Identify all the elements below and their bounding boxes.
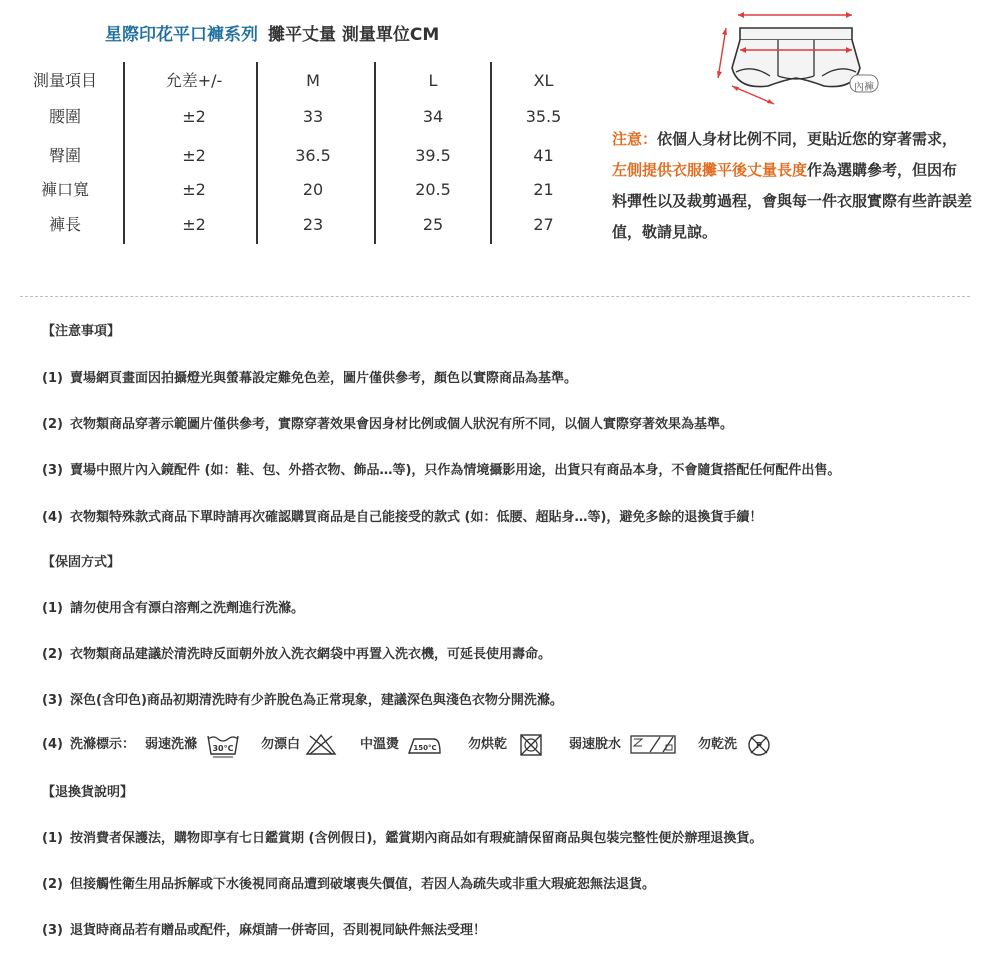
table-cell: ±2 bbox=[182, 180, 206, 199]
list-item bbox=[42, 873, 655, 892]
item-number: (3) bbox=[42, 693, 63, 708]
note-text: 作為選購參考，但因布料彈性以及裁剪過程，會與每一件衣服實際有些許誤差值，敬請見諒。 bbox=[612, 161, 973, 241]
table-header-cell: XL bbox=[533, 71, 554, 90]
table-header-cell: 允差+/- bbox=[165, 71, 223, 90]
wash-symbol-text: 勿烘乾 bbox=[468, 737, 508, 752]
wash-symbol-text: 勿乾洗 bbox=[698, 737, 738, 752]
table-cell: ±2 bbox=[182, 146, 206, 165]
measure-unit-title: 攤平丈量 測量單位CM bbox=[268, 25, 440, 45]
item-number: (2) bbox=[42, 647, 63, 662]
item-number: (4) bbox=[42, 510, 63, 525]
page-title bbox=[105, 20, 439, 45]
wash-label: 洗滌標示： bbox=[70, 737, 136, 752]
table-cell: 20.5 bbox=[415, 180, 451, 199]
list-item bbox=[42, 367, 577, 386]
wash-30-icon bbox=[205, 732, 241, 758]
wash-symbol-text: 勿漂白 bbox=[261, 737, 301, 752]
no-bleach-icon bbox=[304, 732, 338, 756]
wash-symbol-text: 中溫燙 bbox=[360, 737, 400, 752]
table-cell: 27 bbox=[533, 215, 554, 234]
note-highlight: 左側提供衣服攤平後丈量長度 bbox=[612, 161, 808, 179]
wash-symbol-text: 弱速洗滌 bbox=[145, 737, 198, 752]
svg-text:P: P bbox=[756, 741, 762, 750]
table-cell: ±2 bbox=[182, 215, 206, 234]
table-cell: 21 bbox=[533, 180, 554, 199]
item-text: 但接觸性衛生用品拆解或下水後視同商品遭到破壞喪失價值，若因人為疏失或非重大瑕疵恕無法退貨。 bbox=[70, 877, 656, 892]
list-item bbox=[42, 643, 551, 662]
table-cell: 39.5 bbox=[415, 146, 451, 165]
item-number: (1) bbox=[42, 831, 63, 846]
series-title: 星際印花平口褲系列 bbox=[105, 25, 258, 45]
table-cell: 25 bbox=[422, 215, 444, 234]
item-text: 賣場中照片內入鏡配件 (如：鞋、包、外搭衣物、飾品…等)，只作為情境攝影用途，出貨只有商品本身，不會隨貨搭配任何配件出售。 bbox=[70, 463, 841, 478]
table-cell: 20 bbox=[302, 180, 324, 199]
list-item bbox=[42, 597, 304, 616]
list-item bbox=[42, 413, 733, 432]
note-label: 注意： bbox=[612, 130, 658, 148]
iron-temp: 150°C bbox=[413, 744, 437, 752]
note-text: 依個人身材比例不同，更貼近您的穿著需求， bbox=[657, 130, 958, 148]
item-text: 衣物類商品穿著示範圖片僅供參考，實際穿著效果會因身材比例或個人狀況有所不同，以個人實際穿著效果為基準。 bbox=[70, 417, 734, 432]
gentle-spin-icon bbox=[630, 734, 676, 756]
no-dry-clean-icon bbox=[746, 732, 772, 758]
list-item bbox=[42, 459, 840, 478]
table-cell: 33 bbox=[302, 107, 324, 126]
table-cell: 褲口寬 bbox=[40, 180, 89, 199]
item-text: 深色(含印色)商品初期清洗時有少許脫色為正常現象，建議深色與淺色衣物分開洗滌。 bbox=[70, 693, 563, 708]
iron-150-icon bbox=[406, 733, 442, 757]
list-item bbox=[42, 506, 762, 525]
returns-heading: 【退換貨說明】 bbox=[42, 785, 134, 800]
list-item bbox=[42, 827, 762, 846]
no-tumble-dry-icon bbox=[519, 733, 543, 757]
list-item bbox=[42, 689, 563, 708]
item-number: (3) bbox=[42, 923, 63, 938]
table-cell: 褲長 bbox=[48, 215, 81, 234]
item-number: (2) bbox=[42, 417, 63, 432]
table-header-cell: L bbox=[428, 71, 438, 90]
item-text: 衣物類商品建議於清洗時反面朝外放入洗衣網袋中再置入洗衣機，可延長使用壽命。 bbox=[70, 647, 552, 662]
wash-symbol-text: 弱速脫水 bbox=[569, 737, 622, 752]
table-cell: 腰圍 bbox=[48, 107, 81, 126]
size-note bbox=[612, 124, 972, 248]
wash-temp: 30°C bbox=[212, 744, 234, 753]
care-heading: 【保固方式】 bbox=[42, 555, 121, 570]
notices-heading: 【注意事項】 bbox=[42, 324, 121, 339]
table-header-cell: M bbox=[306, 71, 320, 90]
table-cell: 35.5 bbox=[525, 107, 562, 126]
item-number: (3) bbox=[42, 463, 63, 478]
table-cell: 41 bbox=[533, 146, 554, 165]
table-divider bbox=[123, 62, 125, 244]
item-number: (1) bbox=[42, 601, 63, 616]
table-header-cell: 測量項目 bbox=[32, 71, 97, 90]
item-text: 請勿使用含有漂白溶劑之洗劑進行洗滌。 bbox=[70, 601, 305, 616]
item-number: (2) bbox=[42, 877, 63, 892]
table-cell: 臀圍 bbox=[48, 146, 81, 165]
item-number: (1) bbox=[42, 371, 63, 386]
diagram-tag: 內褲 bbox=[854, 82, 874, 93]
item-text: 衣物類特殊款式商品下單時請再次確認購買商品是自己能接受的款式 (如：低腰、超貼身…等)，避免多餘的退換貨手續！ bbox=[70, 510, 763, 525]
item-text: 賣場網頁畫面因拍攝燈光與螢幕設定難免色差，圖片僅供參考，顏色以實際商品為基準。 bbox=[70, 371, 578, 386]
table-cell: 23 bbox=[302, 215, 324, 234]
table-cell: ±2 bbox=[182, 107, 206, 126]
item-text: 按消費者保護法，購物即享有七日鑑賞期 (含例假日)，鑑賞期內商品如有瑕疵請保留商品與包裝完整性便於辦理退換貨。 bbox=[70, 831, 763, 846]
section-divider bbox=[20, 296, 970, 297]
table-cell: 34 bbox=[422, 107, 444, 126]
table-cell: 36.5 bbox=[295, 146, 331, 165]
item-text: 退貨時商品若有贈品或配件，麻煩請一併寄回，否則視同缺件無法受理！ bbox=[70, 923, 487, 938]
list-item bbox=[42, 919, 486, 938]
underwear-diagram-icon bbox=[712, 6, 880, 110]
item-number: (4) bbox=[42, 737, 63, 752]
